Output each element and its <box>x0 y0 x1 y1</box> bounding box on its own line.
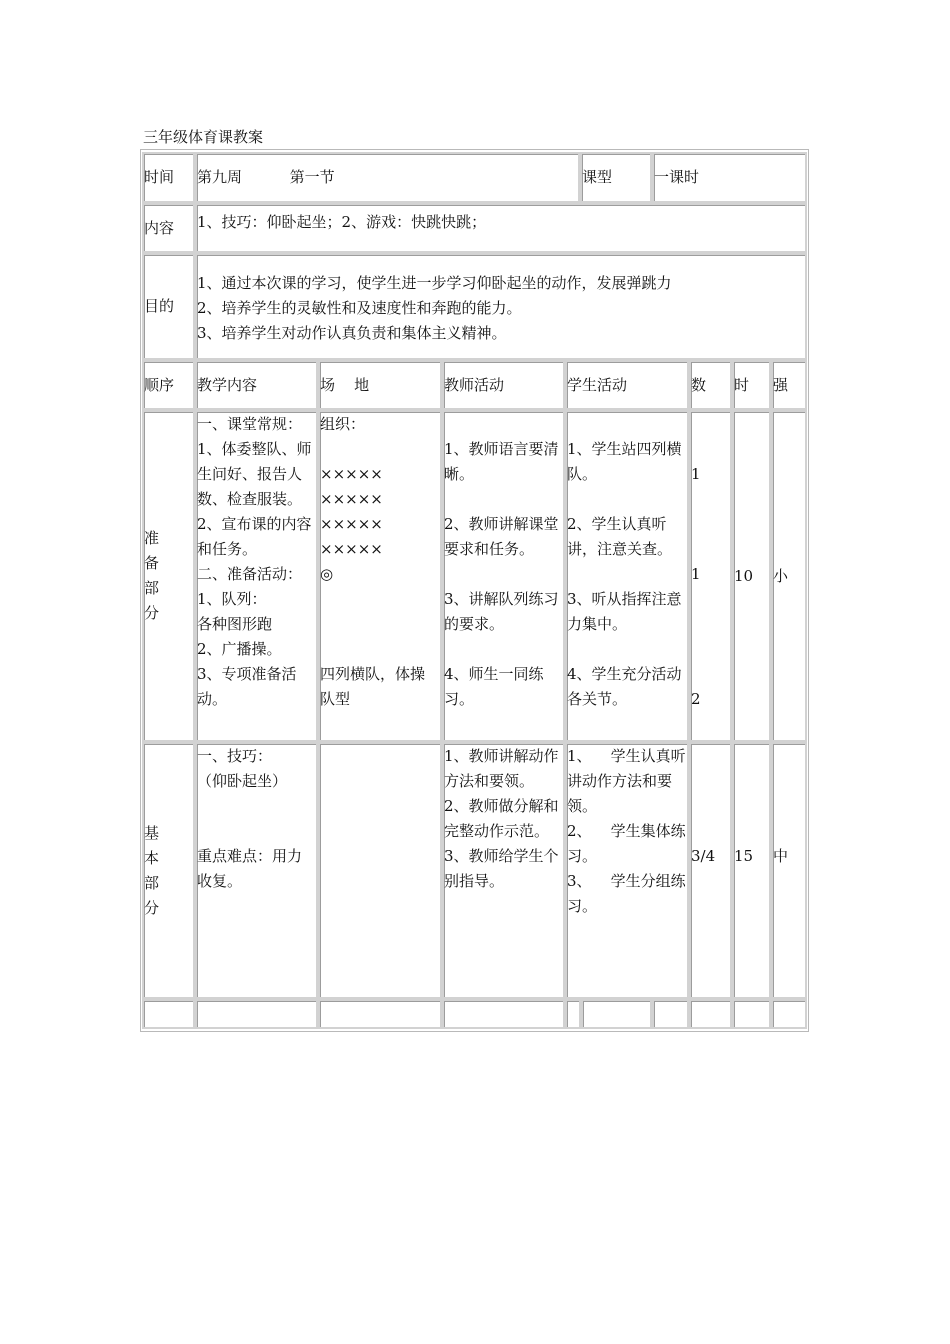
prep-teacher-cell <box>442 410 565 742</box>
prep-venue-line <box>320 637 440 662</box>
prep-student-line <box>567 412 687 437</box>
prep-content-line: 各种图形跑 <box>197 615 273 633</box>
basic-student-line: 2、 学生集体练 <box>567 822 686 840</box>
prep-content-line: 数、检查服装。 <box>197 490 303 508</box>
basic-teacher-line: 完整动作示范。 <box>444 822 550 840</box>
time-label-cell <box>142 152 195 203</box>
basic-teacher-line: 别指导。 <box>444 872 505 890</box>
prep-venue-line <box>320 437 440 462</box>
prep-count-line <box>691 412 730 437</box>
prep-student-line <box>567 487 687 512</box>
prep-venue-cell <box>318 410 442 742</box>
empty-cell <box>689 999 732 1029</box>
basic-intensity-cell <box>771 742 807 999</box>
goal-line: 1、通过本次课的学习，使学生进一步学习仰卧起坐的动作，发展弹跳力 <box>197 274 672 292</box>
col-intensity-label: 强 <box>773 375 789 394</box>
empty-cell <box>771 999 807 1029</box>
col-time-label: 时 <box>734 375 750 394</box>
basic-content-cell <box>195 742 318 999</box>
col-teacher-activity <box>442 360 565 410</box>
prep-teacher-line <box>444 562 563 587</box>
basic-content-line <box>197 819 316 844</box>
col-student-activity <box>565 360 689 410</box>
prep-count-line <box>691 612 730 637</box>
prep-teacher-line: 3、讲解队列练习 <box>444 590 559 608</box>
prep-student-line <box>567 562 687 587</box>
basic-section-char: 本 <box>144 848 160 867</box>
basic-time-cell <box>732 742 771 999</box>
col-order-label: 顺序 <box>144 375 175 394</box>
goal-label-cell <box>142 253 195 360</box>
basic-teacher-line: 2、教师做分解和 <box>444 797 559 815</box>
prep-content-line: 2、宣布课的内容 <box>197 515 312 533</box>
col-teaching-content-label: 教学内容 <box>197 375 258 394</box>
basic-section-char: 部 <box>144 873 160 892</box>
prep-count-line <box>691 637 730 662</box>
prep-count-line: 1 <box>691 565 701 583</box>
prep-student-line: 各关节。 <box>567 690 628 708</box>
prep-student-line: 3、听从指挥注意 <box>567 590 682 608</box>
empty-cell <box>442 999 565 1029</box>
basic-intensity: 中 <box>773 847 789 865</box>
basic-section-char: 基 <box>144 823 160 842</box>
prep-content-line: 生问好、报告人 <box>197 465 303 483</box>
type-value-cell <box>652 152 807 203</box>
prep-count-line <box>691 437 730 462</box>
basic-student-line: 习。 <box>567 897 598 915</box>
goal-label: 目的 <box>144 297 175 315</box>
basic-student-line: 习。 <box>567 847 598 865</box>
prep-content-line: 一、课堂常规： <box>197 415 303 433</box>
prep-time: 10 <box>734 566 754 585</box>
time-value-cell <box>195 152 580 203</box>
prep-teacher-line: 2、教师讲解课堂 <box>444 515 559 533</box>
prep-intensity: 小 <box>773 566 789 585</box>
empty-cell <box>732 999 771 1029</box>
goal-cell <box>195 253 807 360</box>
basic-content-line: 一、技巧： <box>197 747 273 765</box>
prep-teacher-line: 要求和任务。 <box>444 540 535 558</box>
empty-cell <box>142 999 195 1029</box>
basic-student-line: 3、 学生分组练 <box>567 872 686 890</box>
prep-teacher-line: 晰。 <box>444 465 475 483</box>
col-student-activity-label: 学生活动 <box>567 375 628 394</box>
empty-cell <box>581 999 652 1029</box>
col-teaching-content <box>195 360 318 410</box>
goal-line: 2、培养学生的灵敏性和及速度性和奔跑的能力。 <box>197 299 522 317</box>
col-count <box>689 360 732 410</box>
basic-section-char: 分 <box>144 898 160 917</box>
basic-teacher-line: 1、教师讲解动作 <box>444 747 559 765</box>
basic-time: 15 <box>734 847 754 865</box>
time-value: 第九周 第一节 <box>197 168 335 186</box>
col-intensity <box>771 360 807 410</box>
prep-content-line: 3、专项准备活 <box>197 665 297 683</box>
prep-venue-line: ××××× <box>320 515 383 533</box>
prep-count-line <box>691 487 730 512</box>
empty-cell <box>652 999 689 1029</box>
prep-content-line: 1、体委整队、师 <box>197 440 312 458</box>
col-time <box>732 360 771 410</box>
col-count-label: 数 <box>691 375 707 394</box>
basic-content-line: （仰卧起坐） <box>197 772 288 790</box>
prep-section-char: 部 <box>144 579 160 597</box>
basic-student-line: 讲动作方法和要 <box>567 772 673 790</box>
basic-student-line: 1、 学生认真听 <box>567 747 686 765</box>
col-venue-label: 场 地 <box>320 375 370 394</box>
empty-cell <box>318 999 442 1029</box>
prep-student-line: 1、学生站四列横 <box>567 440 682 458</box>
prep-section-char: 准 <box>144 529 160 547</box>
type-value: 一课时 <box>654 168 700 186</box>
basic-count: 3/4 <box>691 847 716 865</box>
col-order <box>142 360 195 410</box>
prep-venue-line: ◎ <box>320 565 334 583</box>
content-value: 1、技巧：仰卧起坐；2、游戏：快跳快跳； <box>197 213 487 231</box>
prep-venue-line: ××××× <box>320 465 383 483</box>
basic-content-line: 重点难点：用力 <box>197 847 303 865</box>
content-value-cell <box>195 203 807 253</box>
prep-teacher-line: 1、教师语言要清 <box>444 440 559 458</box>
prep-venue-line: 队型 <box>320 690 351 708</box>
col-teacher-activity-label: 教师活动 <box>444 375 505 394</box>
prep-teacher-line: 4、师生一同练 <box>444 665 544 683</box>
prep-student-line: 队。 <box>567 465 598 483</box>
prep-teacher-line <box>444 412 563 437</box>
prep-student-line: 2、学生认真听 <box>567 515 667 533</box>
document-title: 三年级体育课教案 <box>143 128 264 146</box>
prep-content-line: 和任务。 <box>197 540 258 558</box>
prep-intensity-cell <box>771 410 807 742</box>
prep-venue-line <box>320 612 440 637</box>
prep-student-cell <box>565 410 689 742</box>
prep-student-line: 4、学生充分活动 <box>567 665 682 683</box>
prep-teacher-line: 习。 <box>444 690 475 708</box>
empty-cell <box>565 999 581 1029</box>
prep-venue-line: 四列横队，体操 <box>320 665 426 683</box>
empty-cell <box>195 999 318 1029</box>
prep-count-line <box>691 537 730 562</box>
prep-section-char: 备 <box>144 554 160 572</box>
prep-student-line: 力集中。 <box>567 615 628 633</box>
prep-venue-line: ××××× <box>320 540 383 558</box>
time-label: 时间 <box>144 168 175 186</box>
prep-venue-line: 组织： <box>320 415 366 433</box>
col-venue <box>318 360 442 410</box>
basic-section-cell <box>142 742 195 999</box>
prep-time-cell <box>732 410 771 742</box>
goal-line: 3、培养学生对动作认真负责和集体主义精神。 <box>197 324 507 342</box>
basic-teacher-line: 方法和要领。 <box>444 772 535 790</box>
prep-student-line: 讲，注意关查。 <box>567 540 673 558</box>
prep-content-cell <box>195 410 318 742</box>
prep-teacher-line <box>444 637 563 662</box>
basic-student-cell <box>565 742 689 999</box>
content-label: 内容 <box>144 218 175 237</box>
prep-count-cell <box>689 410 732 742</box>
prep-count-line: 2 <box>691 690 701 708</box>
type-label-cell <box>580 152 652 203</box>
prep-teacher-line <box>444 487 563 512</box>
basic-student-line: 领。 <box>567 797 598 815</box>
prep-student-line <box>567 637 687 662</box>
basic-venue-cell <box>318 742 442 999</box>
content-label-cell <box>142 203 195 253</box>
prep-section-cell <box>142 410 195 742</box>
prep-count-line: 1 <box>691 465 701 483</box>
basic-teacher-line: 3、教师给学生个 <box>444 847 559 865</box>
basic-content-line <box>197 794 316 819</box>
basic-content-line: 收复。 <box>197 872 243 890</box>
prep-section-char: 分 <box>144 604 160 622</box>
prep-content-line: 动。 <box>197 690 228 708</box>
basic-count-cell <box>689 742 732 999</box>
prep-content-line: 2、广播操。 <box>197 640 282 658</box>
prep-venue-line: ××××× <box>320 490 383 508</box>
prep-count-line <box>691 587 730 612</box>
prep-content-line: 二、准备活动： <box>197 565 303 583</box>
prep-teacher-line: 的要求。 <box>444 615 505 633</box>
prep-count-line <box>691 662 730 687</box>
basic-teacher-cell <box>442 742 565 999</box>
prep-content-line: 1、队列： <box>197 590 267 608</box>
type-label: 课型 <box>582 168 613 186</box>
prep-count-line <box>691 512 730 537</box>
prep-venue-line <box>320 587 440 612</box>
